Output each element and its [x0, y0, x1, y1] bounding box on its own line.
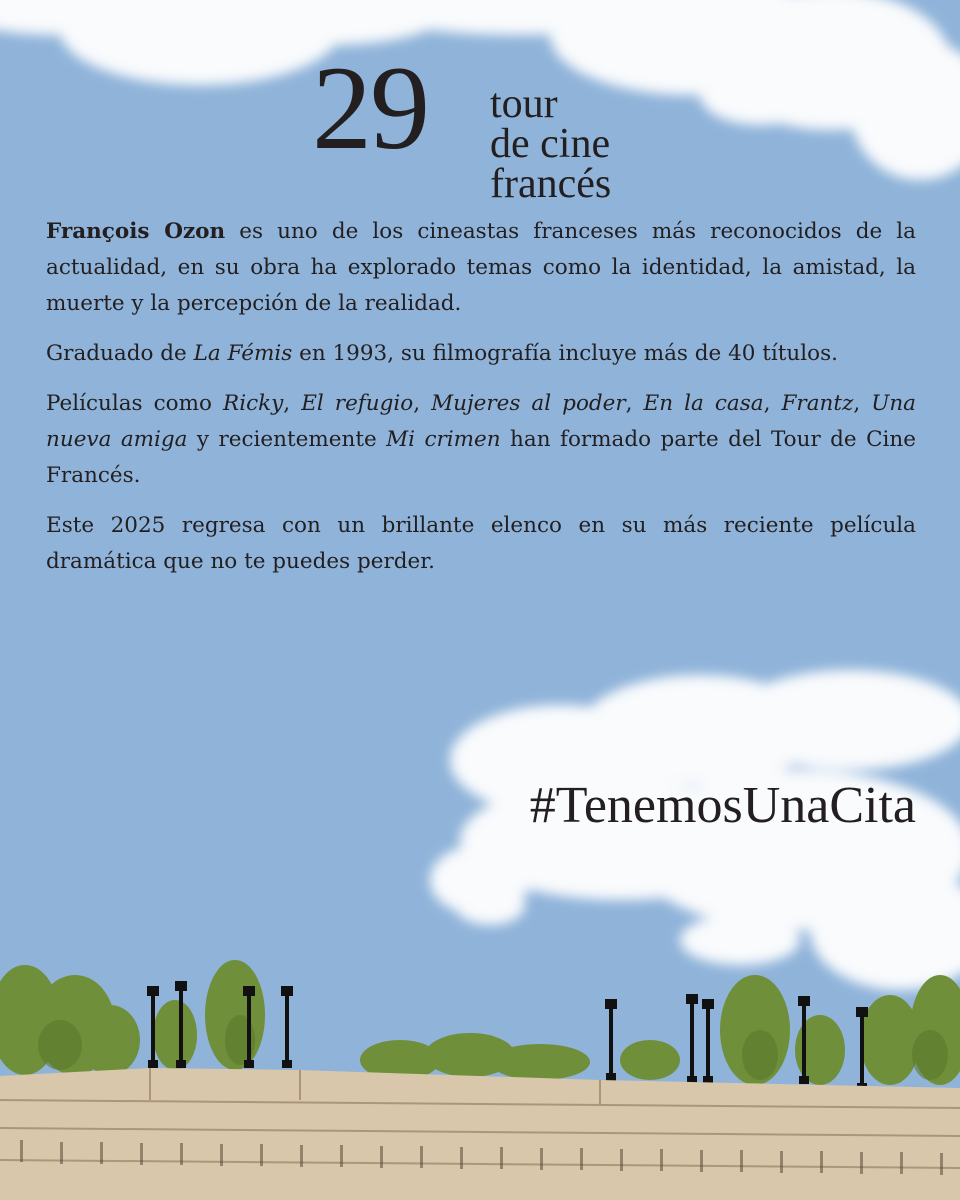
- paragraph-films-text-b: y recientemente: [187, 427, 387, 452]
- film-title: Frantz: [781, 391, 854, 416]
- paragraph-announcement: Este 2025 regresa con un brillante elenco en su más reciente película dramática que no te puedes perder.: [46, 513, 916, 574]
- logo-line-frances: francés: [490, 161, 612, 207]
- film-title: Una nueva amiga: [46, 391, 917, 452]
- paragraph-education-text-a: Graduado de: [46, 341, 194, 366]
- paragraph-education-text-b: en 1993, su filmografía incluye más de 40 títulos.: [292, 341, 838, 366]
- logo-line-tour: tour: [490, 81, 558, 127]
- paragraph-films-text-c: han formado parte del Tour de Cine Francés.: [46, 427, 916, 488]
- logo-line-de-cine: de cine: [490, 121, 611, 167]
- separator: ,: [283, 391, 302, 416]
- festival-logo: [312, 40, 672, 207]
- film-title: El refugio: [301, 391, 414, 416]
- paragraph-intro: [46, 214, 916, 322]
- director-name: François Ozon: [46, 219, 226, 244]
- logo-wordmark: [490, 81, 612, 207]
- separator: ,: [413, 391, 432, 416]
- separator: ,: [625, 391, 644, 416]
- school-name: La Fémis: [193, 341, 293, 366]
- film-title: Ricky: [223, 391, 284, 416]
- body-text: [46, 214, 916, 594]
- paragraph-films: [46, 386, 916, 494]
- paragraph-intro-text: es uno de los cineastas franceses más reconocidos de la actualidad, en su obra ha explorado temas como la identidad, la amistad, la muerte y la percepción de la realidad.: [46, 219, 916, 316]
- stone-wall: [0, 1068, 960, 1200]
- trees: [0, 960, 960, 1085]
- separator: ,: [763, 391, 782, 416]
- film-title: Mujeres al poder: [431, 391, 626, 416]
- paragraph-films-text-a: Películas como: [46, 391, 224, 416]
- hashtag: #TenemosUnaCita: [529, 777, 916, 834]
- film-title: En la casa: [643, 391, 764, 416]
- separator: ,: [853, 391, 872, 416]
- paragraph-education: [46, 336, 916, 372]
- film-title: Mi crimen: [386, 427, 501, 452]
- logo-edition-number: 29: [312, 41, 428, 174]
